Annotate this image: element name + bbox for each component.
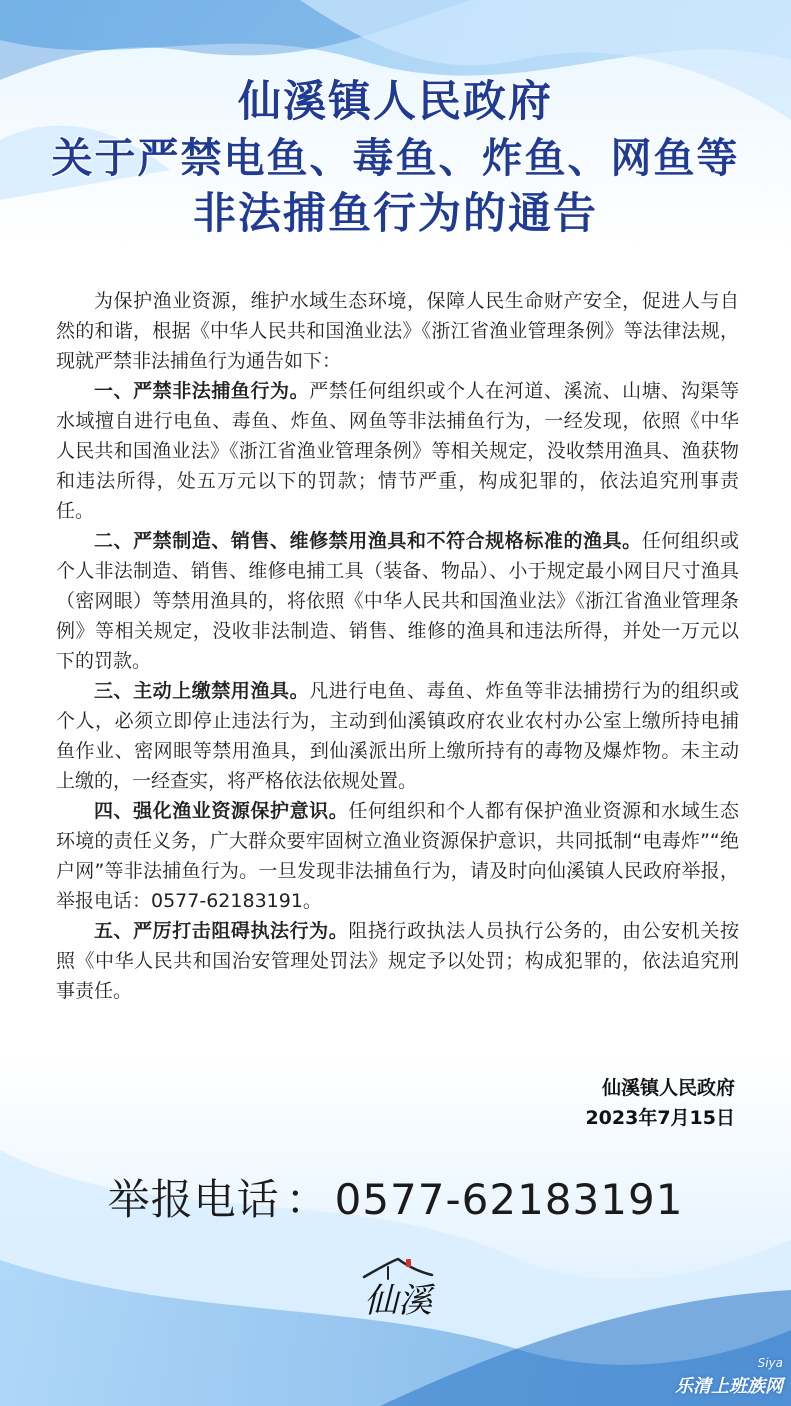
section-1 — [56, 376, 739, 526]
title-line-2: 关于严禁电鱼、毒鱼、炸鱼、网鱼等 — [51, 134, 740, 182]
notice-title — [0, 74, 791, 242]
xianxi-calligraphy-logo-icon — [358, 1255, 438, 1335]
section-text: 任何组织和个人都有保护渔业资源和水域生态环境的责任义务，广大群众要牢固树立渔业资源保护意识，共同抵制“电毒炸”“绝户网”等非法捕鱼行为。一旦发现非法捕鱼行为，请及时向仙溪镇人民政府举报，举报电话：0577-62183191。 — [56, 800, 739, 912]
section-text: 阻挠行政执法人员执行公务的，由公安机关按照《中华人民共和国治安管理处罚法》规定予以处罚；构成犯罪的，依法追究刑事责任。 — [56, 920, 739, 1002]
hotline-label: 举报电话 — [107, 1175, 280, 1224]
section-heading: 二、严禁制造、销售、维修禁用渔具和不符合规格标准的渔具。 — [94, 530, 642, 552]
section-3 — [56, 676, 739, 796]
signature-block — [585, 1073, 735, 1133]
watermark-small: Siya — [757, 1356, 783, 1370]
logo-text: 仙溪 — [364, 1281, 432, 1321]
title-line-1: 仙溪镇人民政府 — [238, 77, 553, 127]
hotline-number[interactable]: 0577-62183191 — [334, 1175, 684, 1224]
report-hotline — [0, 1170, 791, 1230]
signature-org: 仙溪镇人民政府 — [601, 1077, 735, 1099]
section-heading: 四、强化渔业资源保护意识。 — [94, 800, 349, 822]
section-2 — [56, 526, 739, 676]
watermark-main: 乐清上班族网 — [675, 1376, 783, 1397]
section-heading: 一、严禁非法捕鱼行为。 — [94, 380, 310, 402]
section-text: 任何组织或个人非法制造、销售、维修电捕工具（装备、物品）、小于规定最小网目尺寸渔具（密网眼）等禁用渔具的，将依照《中华人民共和国渔业法》《浙江省渔业管理条例》等相关规定，没收非法制造、销售、维修的渔具和违法所得，并处一万元以下的罚款。 — [56, 530, 739, 672]
section-5 — [56, 916, 739, 1006]
site-watermark — [675, 1356, 783, 1398]
section-text: 凡进行电鱼、毒鱼、炸鱼等非法捕捞行为的组织或个人，必须立即停止违法行为，主动到仙溪镇政府农业农村办公室上缴所持电捕鱼作业、密网眼等禁用渔具，到仙溪派出所上缴所持有的毒物及爆炸物。未主动上缴的，一经查实，将严格依法依规处置。 — [56, 680, 739, 792]
section-text: 严禁任何组织或个人在河道、溪流、山塘、沟渠等水域擅自进行电鱼、毒鱼、炸鱼、网鱼等非法捕鱼行为，一经发现，依照《中华人民共和国渔业法》《浙江省渔业管理条例》等相关规定，没收禁用渔具、渔获物和违法所得，处五万元以下的罚款；情节严重，构成犯罪的，依法追究刑事责任。 — [56, 380, 739, 522]
intro-paragraph: 为保护渔业资源，维护水域生态环境，保障人民生命财产安全，促进人与自然的和谐，根据《中华人民共和国渔业法》《浙江省渔业管理条例》等法律法规，现就严禁非法捕鱼行为通告如下： — [56, 290, 739, 372]
signature-date: 2023年7月15日 — [585, 1107, 735, 1129]
red-seal-icon — [406, 1259, 411, 1267]
section-4 — [56, 796, 739, 916]
notice-body — [56, 286, 739, 1006]
section-heading: 三、主动上缴禁用渔具。 — [94, 680, 310, 702]
hotline-separator: ： — [285, 1175, 329, 1224]
title-line-3: 非法捕鱼行为的通告 — [193, 189, 598, 239]
section-heading: 五、严厉打击阻碍执法行为。 — [94, 920, 349, 942]
